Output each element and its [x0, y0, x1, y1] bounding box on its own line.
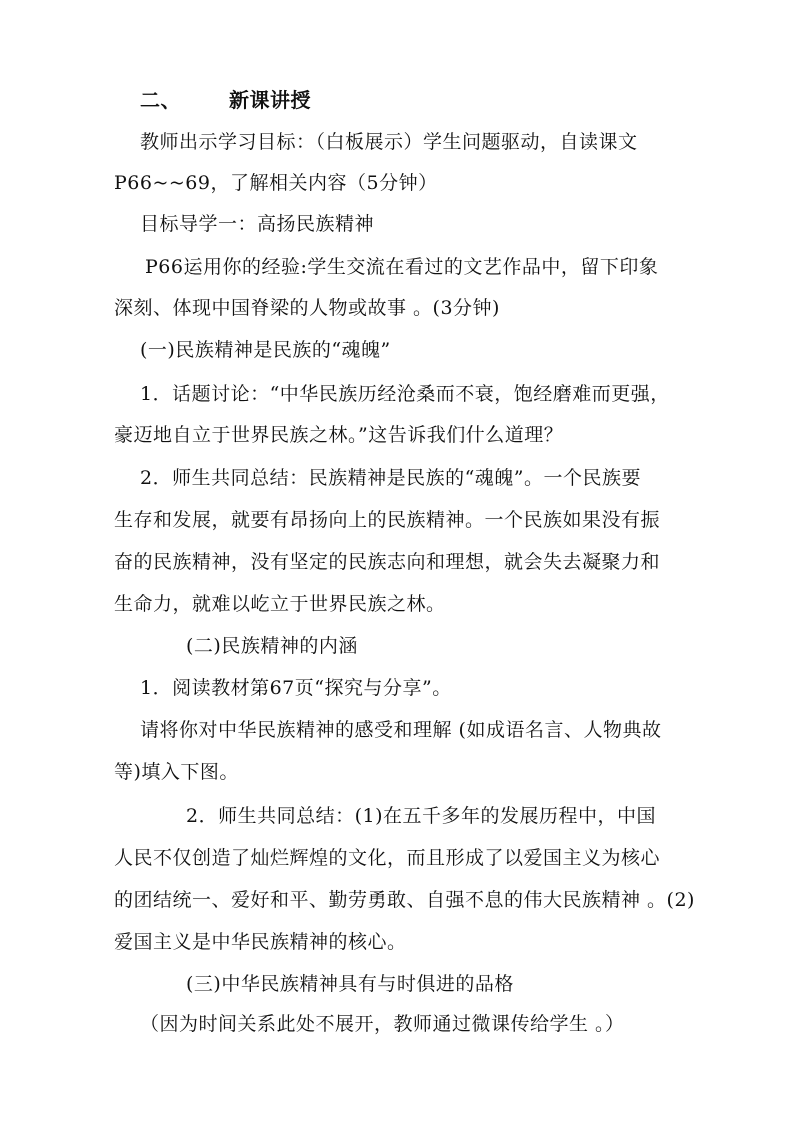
paragraph-line: 目标导学一：高扬民族精神 — [140, 213, 375, 235]
paragraph-line: （因为时间关系此处不展开，教师通过微课传给学生 。） — [140, 1013, 625, 1035]
paragraph-line: 生命力，就难以屹立于世界民族之林。 — [114, 593, 446, 615]
paragraph-line: 奋的民族精神，没有坚定的民族志向和理想，就会失去凝聚力和 — [114, 551, 661, 573]
section-heading — [140, 88, 311, 112]
paragraph-line: 深刻、体现中国脊梁的人物或故事 。(3分钟) — [114, 297, 500, 319]
subsection-heading: (三)中华民族精神具有与时俱进的品格 — [186, 973, 514, 995]
paragraph-line: 教师出示学习目标：（白板展示）学生问题驱动，自读课文 — [140, 131, 638, 153]
section-title: 新课讲授 — [229, 88, 311, 112]
paragraph-line: 豪迈地自立于世界民族之林。”这告诉我们什么道理？ — [114, 424, 564, 446]
paragraph-line: 2．师生共同总结：民族精神是民族的“魂魄”。一个民族要 — [140, 467, 642, 489]
subsection-heading: (二)民族精神的内涵 — [186, 635, 358, 657]
paragraph-line: 生存和发展，就要有昂扬向上的民族精神。一个民族如果没有振 — [114, 509, 661, 531]
paragraph-line: P66~~69，了解相关内容（5分钟） — [114, 172, 438, 194]
paragraph-line: 等)填入下图。 — [114, 761, 239, 783]
paragraph-line: 请将你对中华民族精神的感受和理解 (如成语名言、人物典故 — [140, 719, 662, 741]
paragraph-line: 爱国主义是中华民族精神的核心。 — [114, 931, 407, 953]
section-number: 二、 — [140, 88, 181, 112]
paragraph-line: 人民不仅创造了灿烂辉煌的文化，而且形成了以爱国主义为核心 — [114, 847, 661, 869]
paragraph-line: 的团结统一、爱好和平、勤劳勇敢、自强不息的伟大民族精神 。(2) — [114, 889, 695, 911]
subsection-heading: (一)民族精神是民族的“魂魄” — [140, 339, 391, 361]
paragraph-line: 1．话题讨论：“中华民族历经沧桑而不衰，饱经磨难而更强， — [140, 383, 670, 405]
paragraph-line: P66运用你的经验:学生交流在看过的文艺作品中，留下印象 — [145, 256, 659, 278]
paragraph-line: 2．师生共同总结：(1)在五千多年的发展历程中，中国 — [186, 805, 657, 827]
paragraph-line: 1．阅读教材第67页“探究与分享”。 — [140, 677, 452, 699]
